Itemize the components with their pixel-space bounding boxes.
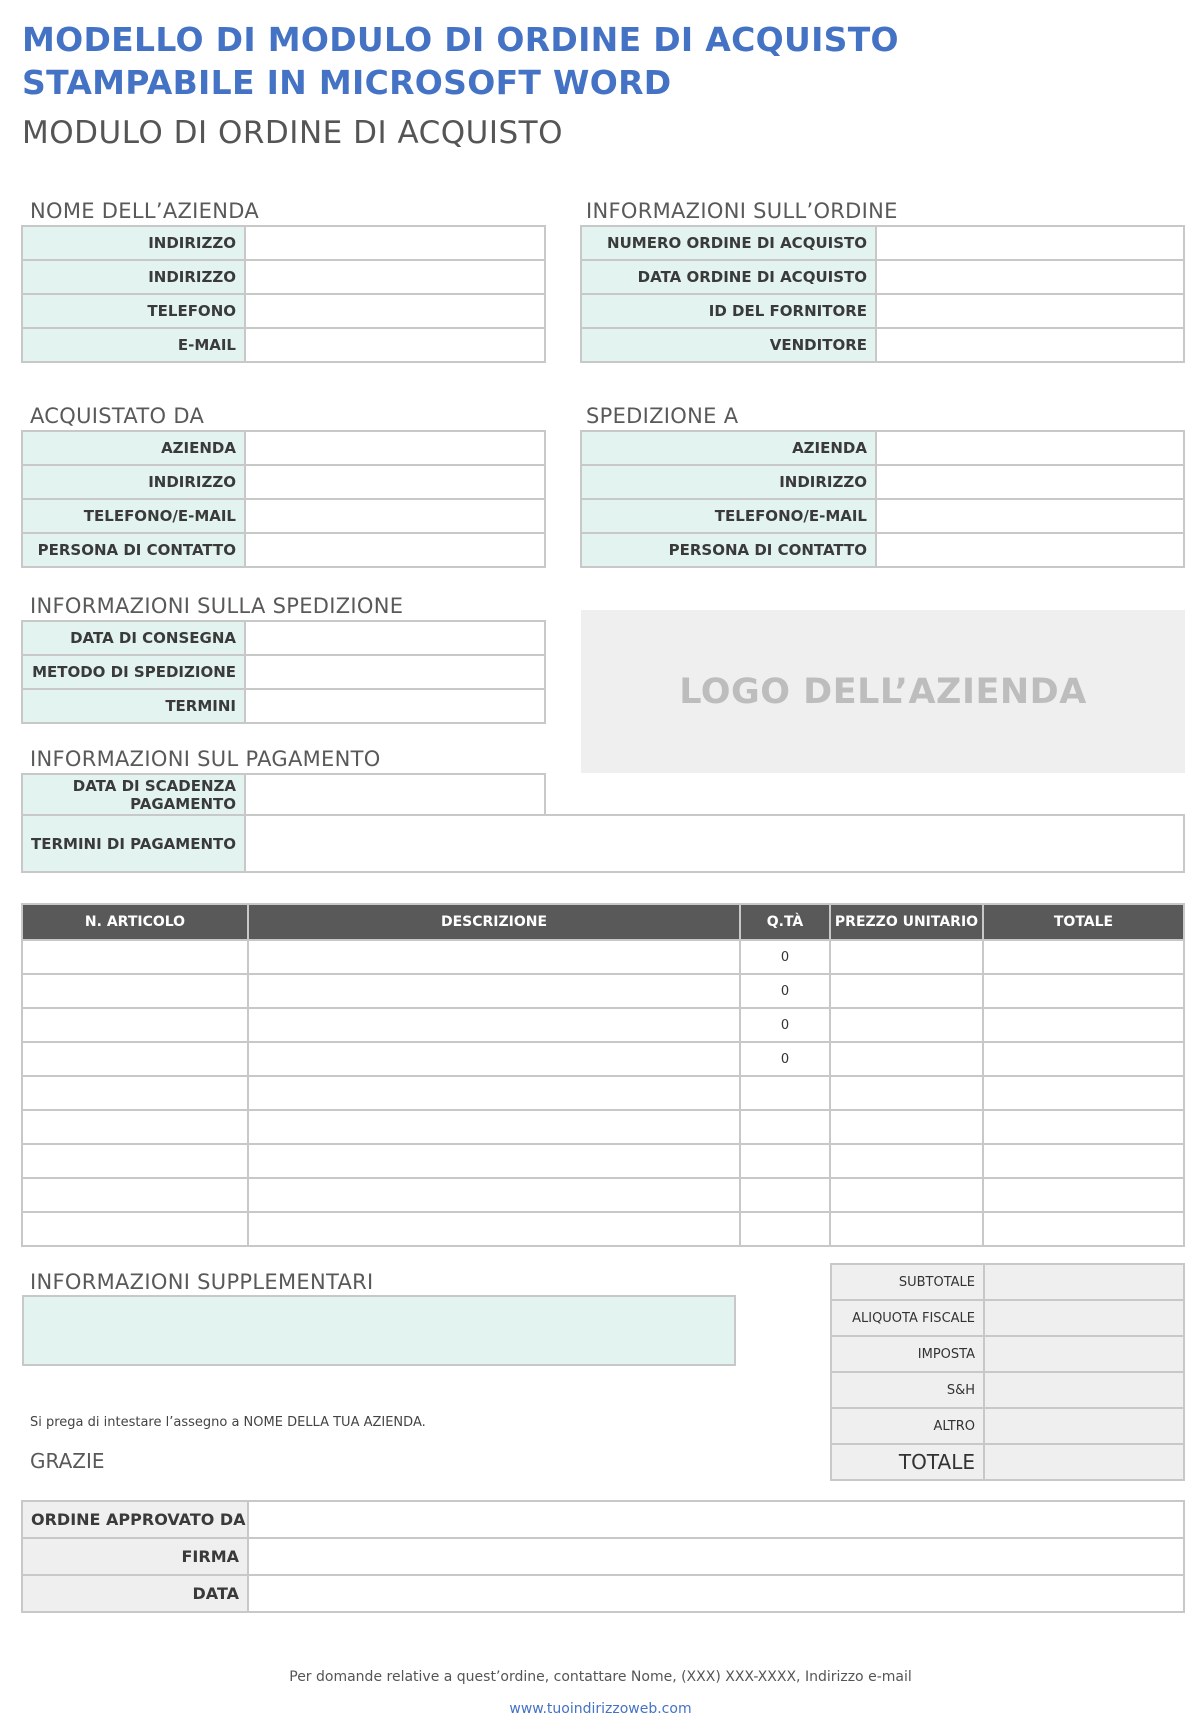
- table-row: [22, 1575, 1184, 1612]
- purchased-by-row-label: AZIENDA: [22, 431, 245, 465]
- table-row: [22, 499, 545, 533]
- subtotal-value[interactable]: [984, 1264, 1184, 1300]
- payment-info-section-label: INFORMAZIONI SUL PAGAMENTO: [30, 747, 381, 771]
- items-table: [21, 903, 1185, 1247]
- table-row: [22, 1110, 1184, 1144]
- grand-total-value[interactable]: [984, 1444, 1184, 1480]
- seller-field[interactable]: [876, 328, 1184, 362]
- table-row: [581, 294, 1184, 328]
- items-header-row: [22, 904, 1184, 940]
- table-row: [22, 940, 1184, 974]
- total-cell[interactable]: [983, 974, 1184, 1008]
- tax-rate-value[interactable]: [984, 1300, 1184, 1336]
- item-number-cell[interactable]: [22, 1008, 248, 1042]
- table-row: [581, 533, 1184, 567]
- quantity-cell[interactable]: 0: [740, 1008, 830, 1042]
- total-cell[interactable]: [983, 1076, 1184, 1110]
- quantity-cell[interactable]: [740, 1212, 830, 1246]
- footer-website-link[interactable]: www.tuoindirizzoweb.com: [509, 1701, 692, 1717]
- approval-date-field[interactable]: [248, 1575, 1184, 1612]
- purchased-by-section-label: ACQUISTATO DA: [30, 404, 205, 428]
- order-info-row-label: ID DEL FORNITORE: [581, 294, 876, 328]
- table-row: [831, 1336, 1184, 1372]
- column-header-quantity: Q.TÀ: [740, 904, 830, 940]
- supplier-id-field[interactable]: [876, 294, 1184, 328]
- payment-terms-field[interactable]: [245, 815, 1184, 872]
- ship-to-row-label: AZIENDA: [581, 431, 876, 465]
- table-row: [831, 1264, 1184, 1300]
- unit-price-cell[interactable]: [830, 1178, 983, 1212]
- quantity-cell[interactable]: [740, 1076, 830, 1110]
- ship-to-table: [580, 430, 1185, 568]
- order-info-row-label: NUMERO ORDINE DI ACQUISTO: [581, 226, 876, 260]
- shipping-info-row-label: DATA DI CONSEGNA: [22, 621, 245, 655]
- company-table: [21, 225, 546, 363]
- table-row: [22, 1178, 1184, 1212]
- table-row: [22, 655, 545, 689]
- quantity-cell[interactable]: 0: [740, 974, 830, 1008]
- total-cell[interactable]: [983, 940, 1184, 974]
- table-row: [22, 1538, 1184, 1575]
- quantity-cell[interactable]: [740, 1110, 830, 1144]
- table-row: [22, 1144, 1184, 1178]
- company-section-label: NOME DELL’AZIENDA: [30, 199, 260, 223]
- table-row: [831, 1372, 1184, 1408]
- company-row-label: E-MAIL: [22, 328, 245, 362]
- shipping-info-section-label: INFORMAZIONI SULLA SPEDIZIONE: [30, 594, 404, 618]
- ship-address-field[interactable]: [876, 465, 1184, 499]
- other-value[interactable]: [984, 1408, 1184, 1444]
- tax-rate-label: ALIQUOTA FISCALE: [831, 1300, 984, 1336]
- order-info-section-label: INFORMAZIONI SULL’ORDINE: [586, 199, 898, 223]
- shipping-info-row-label: METODO DI SPEDIZIONE: [22, 655, 245, 689]
- payment-terms-table: [21, 814, 1185, 873]
- description-cell[interactable]: [248, 1212, 740, 1246]
- payment-due-label: DATA DI SCADENZA PAGAMENTO: [22, 774, 245, 815]
- totals-table: [830, 1263, 1185, 1481]
- ship-contact-field[interactable]: [876, 533, 1184, 567]
- unit-price-cell[interactable]: [830, 1110, 983, 1144]
- company-address-field[interactable]: [245, 226, 545, 260]
- order-info-row-label: DATA ORDINE DI ACQUISTO: [581, 260, 876, 294]
- total-cell[interactable]: [983, 1110, 1184, 1144]
- payment-due-table: [21, 773, 546, 816]
- unit-price-cell[interactable]: [830, 1144, 983, 1178]
- item-number-cell[interactable]: [22, 1212, 248, 1246]
- table-row: [581, 226, 1184, 260]
- buyer-address-field[interactable]: [245, 465, 545, 499]
- shipping-handling-value[interactable]: [984, 1372, 1184, 1408]
- total-cell[interactable]: [983, 1144, 1184, 1178]
- ship-to-section-label: SPEDIZIONE A: [586, 404, 739, 428]
- item-number-cell[interactable]: [22, 1042, 248, 1076]
- column-header-unit-price: PREZZO UNITARIO: [830, 904, 983, 940]
- payment-due-date-field[interactable]: [245, 774, 545, 815]
- table-row: [22, 431, 545, 465]
- items-body: [22, 940, 1184, 1246]
- table-row: [22, 974, 1184, 1008]
- description-cell[interactable]: [248, 1042, 740, 1076]
- purchased-by-table: [21, 430, 546, 568]
- ship-phone-email-field[interactable]: [876, 499, 1184, 533]
- thanks-text: GRAZIE: [30, 1449, 105, 1473]
- table-row: [581, 499, 1184, 533]
- company-address2-field[interactable]: [245, 260, 545, 294]
- unit-price-cell[interactable]: [830, 974, 983, 1008]
- table-row: [831, 1444, 1184, 1480]
- company-row-label: TELEFONO: [22, 294, 245, 328]
- description-cell[interactable]: [248, 1110, 740, 1144]
- table-row: [22, 815, 1184, 872]
- order-info-table: [580, 225, 1185, 363]
- quantity-cell[interactable]: [740, 1144, 830, 1178]
- shipping-method-field[interactable]: [245, 655, 545, 689]
- check-payable-note: Si prega di intestare l’assegno a NOME DELLA TUA AZIENDA.: [30, 1415, 426, 1430]
- company-logo-placeholder: LOGO DELL’AZIENDA: [581, 610, 1185, 773]
- company-email-field[interactable]: [245, 328, 545, 362]
- tax-label: IMPOSTA: [831, 1336, 984, 1372]
- item-number-cell[interactable]: [22, 1144, 248, 1178]
- table-row: [22, 621, 545, 655]
- tax-value[interactable]: [984, 1336, 1184, 1372]
- quantity-cell[interactable]: 0: [740, 1042, 830, 1076]
- table-row: [581, 260, 1184, 294]
- shipping-terms-field[interactable]: [245, 689, 545, 723]
- shipping-handling-label: S&H: [831, 1372, 984, 1408]
- ship-to-row-label: TELEFONO/E-MAIL: [581, 499, 876, 533]
- company-row-label: INDIRIZZO: [22, 260, 245, 294]
- table-row: [22, 1008, 1184, 1042]
- table-row: [831, 1300, 1184, 1336]
- subtotal-label: SUBTOTALE: [831, 1264, 984, 1300]
- item-number-cell[interactable]: [22, 1110, 248, 1144]
- signature-label: FIRMA: [22, 1538, 248, 1575]
- column-header-item-number: N. ARTICOLO: [22, 904, 248, 940]
- table-row: [22, 1212, 1184, 1246]
- table-row: [22, 533, 545, 567]
- description-cell[interactable]: [248, 1144, 740, 1178]
- table-row: [22, 689, 545, 723]
- delivery-date-field[interactable]: [245, 621, 545, 655]
- approved-by-label: ORDINE APPROVATO DA: [22, 1501, 248, 1538]
- form-title: MODULO DI ORDINE DI ACQUISTO: [22, 115, 563, 151]
- purchased-by-row-label: PERSONA DI CONTATTO: [22, 533, 245, 567]
- po-number-field[interactable]: [876, 226, 1184, 260]
- unit-price-cell[interactable]: [830, 940, 983, 974]
- other-label: ALTRO: [831, 1408, 984, 1444]
- shipping-info-row-label: TERMINI: [22, 689, 245, 723]
- payment-terms-label: TERMINI DI PAGAMENTO: [22, 815, 245, 872]
- quantity-cell[interactable]: 0: [740, 940, 830, 974]
- buyer-company-field[interactable]: [245, 431, 545, 465]
- total-cell[interactable]: [983, 1178, 1184, 1212]
- column-header-description: DESCRIZIONE: [248, 904, 740, 940]
- table-row: [581, 465, 1184, 499]
- table-row: [22, 1042, 1184, 1076]
- quantity-cell[interactable]: [740, 1178, 830, 1212]
- ship-to-row-label: INDIRIZZO: [581, 465, 876, 499]
- table-row: [22, 1076, 1184, 1110]
- description-cell[interactable]: [248, 1076, 740, 1110]
- approval-table: [21, 1500, 1185, 1613]
- table-row: [22, 260, 545, 294]
- unit-price-cell[interactable]: [830, 1008, 983, 1042]
- description-cell[interactable]: [248, 940, 740, 974]
- table-row: [831, 1408, 1184, 1444]
- item-number-cell[interactable]: [22, 974, 248, 1008]
- table-row: [22, 294, 545, 328]
- approved-by-field[interactable]: [248, 1501, 1184, 1538]
- footer-contact-text: Per domande relative a quest’ordine, contattare Nome, (XXX) XXX-XXXX, Indirizzo e-mail: [289, 1669, 912, 1685]
- buyer-phone-email-field[interactable]: [245, 499, 545, 533]
- item-number-cell[interactable]: [22, 1178, 248, 1212]
- unit-price-cell[interactable]: [830, 1076, 983, 1110]
- ship-company-field[interactable]: [876, 431, 1184, 465]
- purchased-by-row-label: INDIRIZZO: [22, 465, 245, 499]
- column-header-total: TOTALE: [983, 904, 1184, 940]
- company-phone-field[interactable]: [245, 294, 545, 328]
- description-cell[interactable]: [248, 1178, 740, 1212]
- item-number-cell[interactable]: [22, 1076, 248, 1110]
- grand-total-label: TOTALE: [831, 1444, 984, 1480]
- unit-price-cell[interactable]: [830, 1042, 983, 1076]
- document-title: MODELLO DI MODULO DI ORDINE DI ACQUISTO STAMPABILE IN MICROSOFT WORD: [22, 20, 899, 102]
- table-row: [22, 226, 545, 260]
- table-row: [22, 1501, 1184, 1538]
- po-date-field[interactable]: [876, 260, 1184, 294]
- buyer-contact-field[interactable]: [245, 533, 545, 567]
- item-number-cell[interactable]: [22, 940, 248, 974]
- table-row: [22, 328, 545, 362]
- ship-to-row-label: PERSONA DI CONTATTO: [581, 533, 876, 567]
- total-cell[interactable]: [983, 1008, 1184, 1042]
- company-row-label: INDIRIZZO: [22, 226, 245, 260]
- table-row: [581, 328, 1184, 362]
- supplementary-section-label: INFORMAZIONI SUPPLEMENTARI: [30, 1270, 374, 1294]
- total-cell[interactable]: [983, 1212, 1184, 1246]
- supplementary-info-field[interactable]: [22, 1295, 736, 1366]
- purchased-by-row-label: TELEFONO/E-MAIL: [22, 499, 245, 533]
- description-cell[interactable]: [248, 974, 740, 1008]
- total-cell[interactable]: [983, 1042, 1184, 1076]
- signature-field[interactable]: [248, 1538, 1184, 1575]
- order-info-row-label: VENDITORE: [581, 328, 876, 362]
- table-row: [22, 774, 545, 815]
- description-cell[interactable]: [248, 1008, 740, 1042]
- unit-price-cell[interactable]: [830, 1212, 983, 1246]
- shipping-info-table: [21, 620, 546, 724]
- date-label: DATA: [22, 1575, 248, 1612]
- table-row: [581, 431, 1184, 465]
- table-row: [22, 465, 545, 499]
